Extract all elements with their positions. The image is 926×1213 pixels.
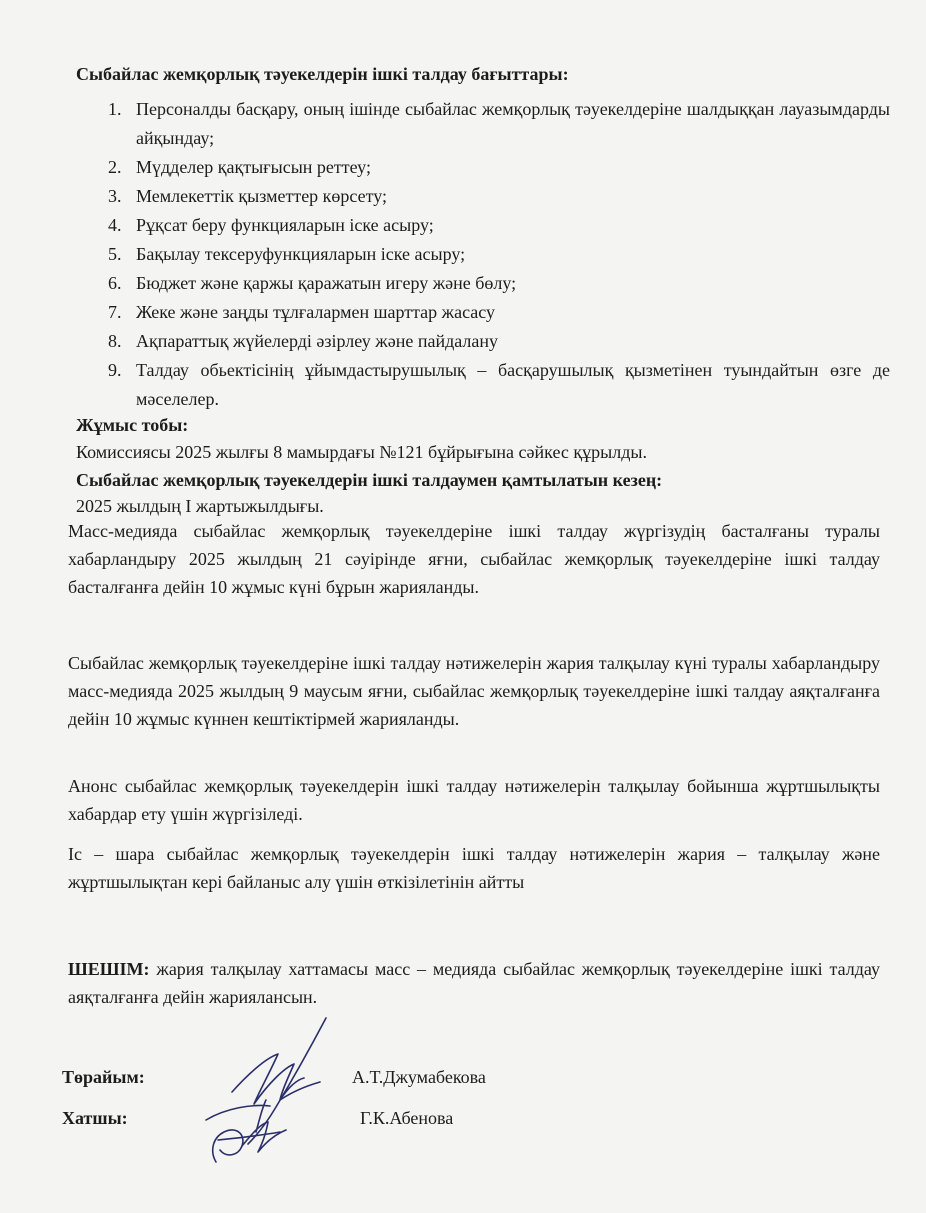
section-heading-directions: Сыбайлас жемқорлық тәуекелдерін ішкі талдау бағыттары: [76,64,569,84]
list-item: 8. Ақпараттық жүйелерді әзірлеу және пайдалану [108,331,499,351]
paragraph-discussion-date: Сыбайлас жемқорлық тәуекелдеріне ішкі талдау нәтижелерін жария талқылау күні туралы хабарландыру масс-медияда 2025 жылдың 9 маусым яғни, сыбайлас жемқорлық тәуекелдеріне ішкі талдау аяқталғанға дейін 10 жұмыс күннен кештіктірмей жарияланды. [68,653,880,729]
decision-paragraph [68,955,880,1011]
paragraph-event: Іс – шара сыбайлас жемқорлық тәуекелдерін ішкі талдау нәтижелерін жария – талқылау және жұртшылықтан кері байланыс алу үшін өткізілетінін айтты [68,844,880,892]
list-item: 2. Мүдделер қақтығысын реттеу; [108,157,371,177]
paragraph-anons: Анонс сыбайлас жемқорлық тәуекелдерін ішкі талдау нәтижелерін талқылау бойынша жұртшылықты хабардар ету үшін жүргізіледі. [68,776,880,824]
working-group-heading: Жұмыс тобы: [76,415,189,435]
list-item: 3. Мемлекеттік қызметтер көрсету; [108,186,388,206]
chair-name: А.Т.Джумабекова [352,1067,486,1087]
decision-text: жария талқылау хаттамасы масс – медияда сыбайлас жемқорлық тәуекелдеріне ішкі талдау аяқталғанға дейін жариялансын. [68,959,880,1007]
list-item: 6. Бюджет және қаржы қаражатын игеру және бөлу; [108,273,517,293]
handwritten-signatures [196,1012,346,1172]
secretary-name: Г.К.Абенова [360,1108,454,1128]
decision-label: ШЕШІМ: [68,959,150,979]
chair-label: Төрайым: [62,1067,145,1087]
list-item: 1. Персоналды басқару, оның ішінде сыбайлас жемқорлық тәуекелдеріне шалдыққан лауазымдарды айқындау; [108,99,890,148]
period-heading: Сыбайлас жемқорлық тәуекелдерін ішкі талдаумен қамтылатын кезең: [76,470,663,490]
period-text: 2025 жылдың І жартыжылдығы. [76,496,324,516]
list-item: 9. Талдау обьектісінің ұйымдастырушылық – басқарушылық қызметінен туындайтын өзге де мәселелер. [108,360,890,409]
paragraph-announcement: Масс-медияда сыбайлас жемқорлық тәуекелдеріне ішкі талдау жүргізудің басталғаны туралы хабарландыру 2025 жылдың 21 сәуірінде яғни, сыбайлас жемқорлық тәуекелдеріне ішкі талдау басталғанға дейін 10 жұмыс күні бұрын жарияланды. [68,521,880,597]
list-item: 5. Бақылау тексеруфункцияларын іске асыру; [108,244,466,264]
list-item: 7. Жеке және заңды тұлғалармен шарттар жасасу [108,302,496,322]
working-group-text: Комиссиясы 2025 жылғы 8 мамырдағы №121 бұйрығына сәйкес құрылды. [76,442,647,462]
directions-list [100,95,890,414]
secretary-label: Хатшы: [62,1108,128,1128]
list-item: 4. Рұқсат беру функцияларын іске асыру; [108,215,434,235]
